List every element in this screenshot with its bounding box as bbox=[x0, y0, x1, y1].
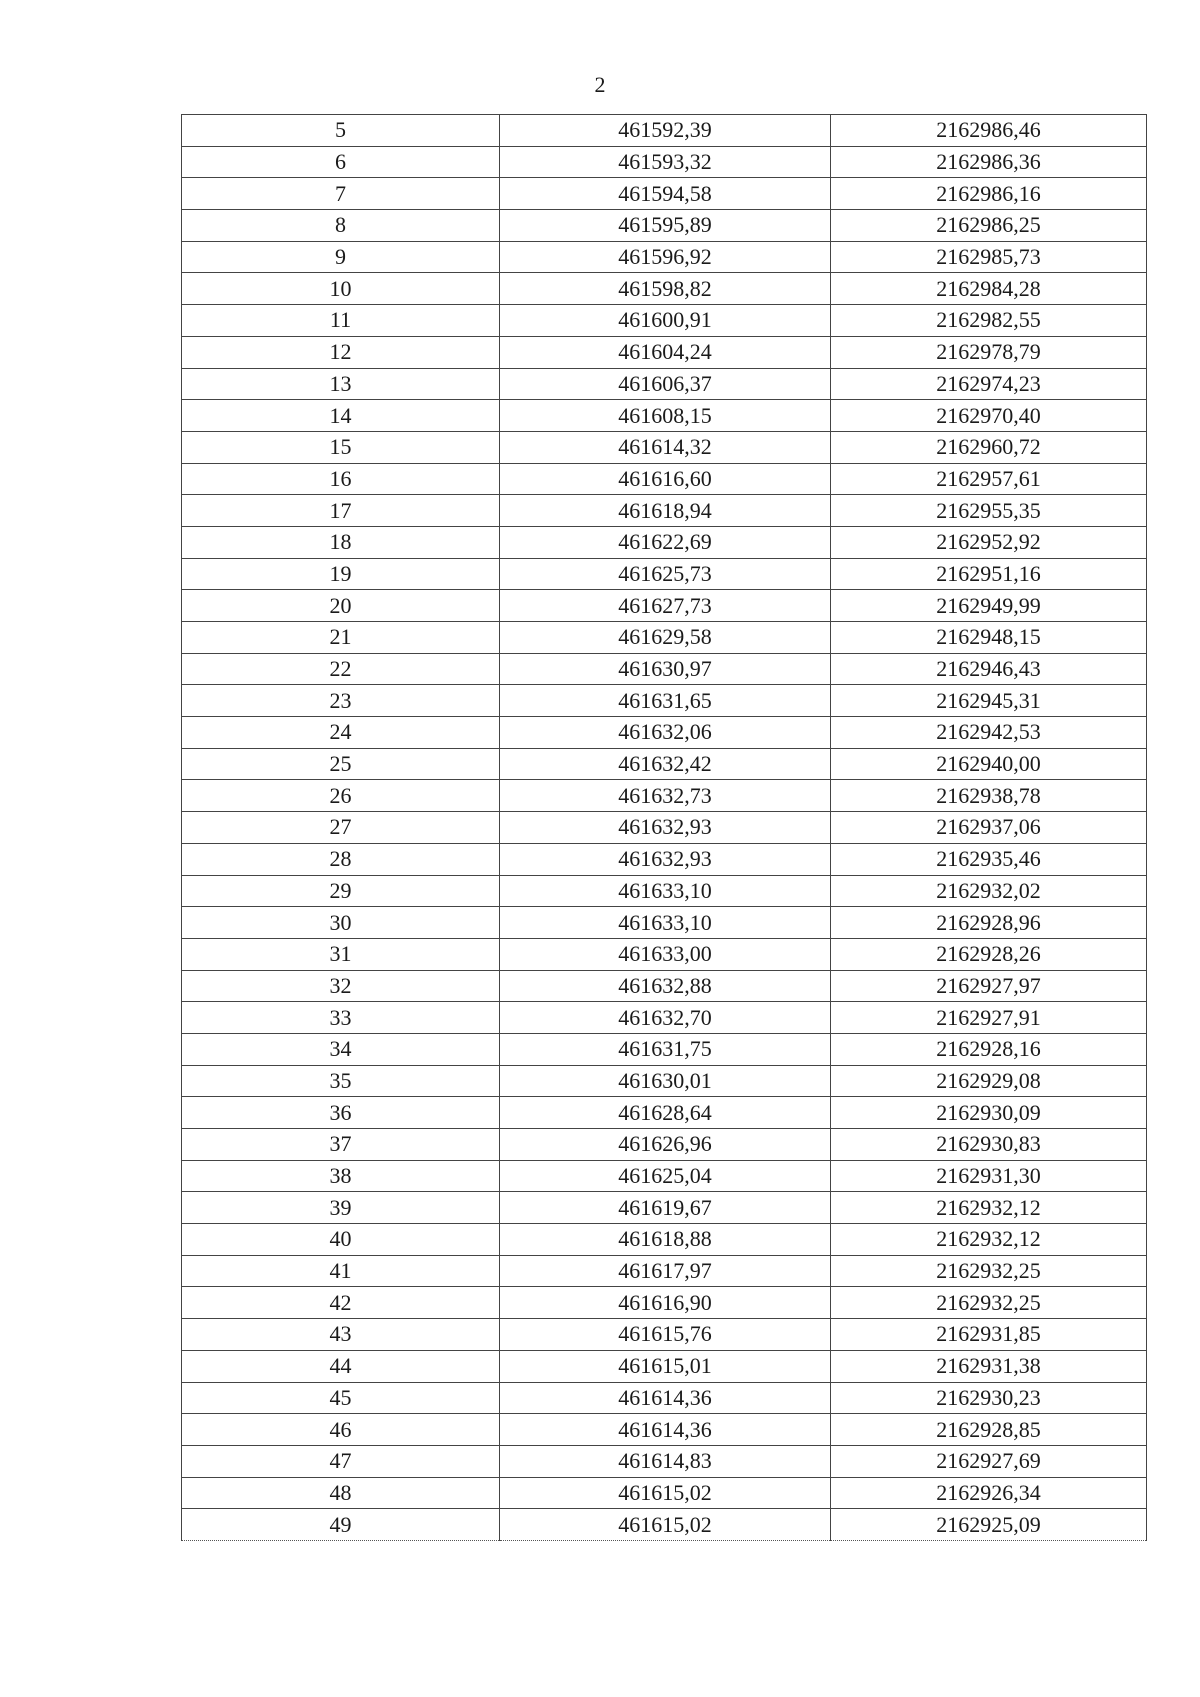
y-coordinate-cell: 2162986,25 bbox=[831, 210, 1147, 242]
x-coordinate-cell: 461594,58 bbox=[500, 178, 831, 210]
point-number-cell: 5 bbox=[182, 115, 500, 147]
point-number-cell: 18 bbox=[182, 526, 500, 558]
x-coordinate-cell: 461596,92 bbox=[500, 241, 831, 273]
y-coordinate-cell: 2162937,06 bbox=[831, 812, 1147, 844]
x-coordinate-cell: 461600,91 bbox=[500, 305, 831, 337]
x-coordinate-cell: 461615,02 bbox=[500, 1509, 831, 1541]
x-coordinate-cell: 461592,39 bbox=[500, 115, 831, 147]
table-row bbox=[182, 1097, 1147, 1129]
x-coordinate-cell: 461632,42 bbox=[500, 748, 831, 780]
table-row bbox=[182, 812, 1147, 844]
x-coordinate-cell: 461632,70 bbox=[500, 1002, 831, 1034]
y-coordinate-cell: 2162949,99 bbox=[831, 590, 1147, 622]
y-coordinate-cell: 2162931,85 bbox=[831, 1319, 1147, 1351]
point-number-cell: 19 bbox=[182, 558, 500, 590]
y-coordinate-cell: 2162960,72 bbox=[831, 431, 1147, 463]
point-number-cell: 44 bbox=[182, 1350, 500, 1382]
y-coordinate-cell: 2162929,08 bbox=[831, 1065, 1147, 1097]
table-row bbox=[182, 526, 1147, 558]
point-number-cell: 45 bbox=[182, 1382, 500, 1414]
y-coordinate-cell: 2162932,12 bbox=[831, 1224, 1147, 1256]
x-coordinate-cell: 461618,88 bbox=[500, 1224, 831, 1256]
x-coordinate-cell: 461595,89 bbox=[500, 210, 831, 242]
table-row bbox=[182, 115, 1147, 147]
y-coordinate-cell: 2162931,38 bbox=[831, 1350, 1147, 1382]
table-row bbox=[182, 1002, 1147, 1034]
table-row bbox=[182, 1287, 1147, 1319]
y-coordinate-cell: 2162951,16 bbox=[831, 558, 1147, 590]
table-row bbox=[182, 938, 1147, 970]
x-coordinate-cell: 461625,04 bbox=[500, 1160, 831, 1192]
x-coordinate-cell: 461629,58 bbox=[500, 622, 831, 654]
y-coordinate-cell: 2162932,02 bbox=[831, 875, 1147, 907]
point-number-cell: 43 bbox=[182, 1319, 500, 1351]
y-coordinate-cell: 2162928,85 bbox=[831, 1414, 1147, 1446]
table-row bbox=[182, 210, 1147, 242]
x-coordinate-cell: 461632,06 bbox=[500, 717, 831, 749]
point-number-cell: 21 bbox=[182, 622, 500, 654]
point-number-cell: 25 bbox=[182, 748, 500, 780]
table-row bbox=[182, 717, 1147, 749]
x-coordinate-cell: 461632,73 bbox=[500, 780, 831, 812]
y-coordinate-cell: 2162938,78 bbox=[831, 780, 1147, 812]
table-row bbox=[182, 146, 1147, 178]
point-number-cell: 31 bbox=[182, 938, 500, 970]
table-row bbox=[182, 1224, 1147, 1256]
point-number-cell: 23 bbox=[182, 685, 500, 717]
x-coordinate-cell: 461617,97 bbox=[500, 1255, 831, 1287]
point-number-cell: 33 bbox=[182, 1002, 500, 1034]
table-row bbox=[182, 1192, 1147, 1224]
table-row bbox=[182, 1319, 1147, 1351]
y-coordinate-cell: 2162928,96 bbox=[831, 907, 1147, 939]
point-number-cell: 42 bbox=[182, 1287, 500, 1319]
table-row bbox=[182, 1160, 1147, 1192]
y-coordinate-cell: 2162945,31 bbox=[831, 685, 1147, 717]
x-coordinate-cell: 461628,64 bbox=[500, 1097, 831, 1129]
table-row bbox=[182, 1509, 1147, 1541]
table-row bbox=[182, 368, 1147, 400]
point-number-cell: 49 bbox=[182, 1509, 500, 1541]
table-row bbox=[182, 843, 1147, 875]
y-coordinate-cell: 2162946,43 bbox=[831, 653, 1147, 685]
page-number: 2 bbox=[594, 72, 606, 97]
point-number-cell: 30 bbox=[182, 907, 500, 939]
x-coordinate-cell: 461614,36 bbox=[500, 1382, 831, 1414]
point-number-cell: 8 bbox=[182, 210, 500, 242]
y-coordinate-cell: 2162986,16 bbox=[831, 178, 1147, 210]
point-number-cell: 22 bbox=[182, 653, 500, 685]
x-coordinate-cell: 461632,93 bbox=[500, 812, 831, 844]
x-coordinate-cell: 461604,24 bbox=[500, 336, 831, 368]
table-row bbox=[182, 1129, 1147, 1161]
table-row bbox=[182, 495, 1147, 527]
x-coordinate-cell: 461633,00 bbox=[500, 938, 831, 970]
table-row bbox=[182, 1414, 1147, 1446]
point-number-cell: 36 bbox=[182, 1097, 500, 1129]
y-coordinate-cell: 2162986,36 bbox=[831, 146, 1147, 178]
point-number-cell: 40 bbox=[182, 1224, 500, 1256]
x-coordinate-cell: 461622,69 bbox=[500, 526, 831, 558]
y-coordinate-cell: 2162952,92 bbox=[831, 526, 1147, 558]
y-coordinate-cell: 2162986,46 bbox=[831, 115, 1147, 147]
coordinates-table-body bbox=[182, 115, 1147, 1541]
point-number-cell: 39 bbox=[182, 1192, 500, 1224]
point-number-cell: 29 bbox=[182, 875, 500, 907]
table-row bbox=[182, 622, 1147, 654]
x-coordinate-cell: 461619,67 bbox=[500, 1192, 831, 1224]
x-coordinate-cell: 461614,83 bbox=[500, 1445, 831, 1477]
y-coordinate-cell: 2162932,25 bbox=[831, 1287, 1147, 1319]
y-coordinate-cell: 2162926,34 bbox=[831, 1477, 1147, 1509]
y-coordinate-cell: 2162978,79 bbox=[831, 336, 1147, 368]
y-coordinate-cell: 2162930,09 bbox=[831, 1097, 1147, 1129]
y-coordinate-cell: 2162942,53 bbox=[831, 717, 1147, 749]
table-row bbox=[182, 748, 1147, 780]
x-coordinate-cell: 461615,01 bbox=[500, 1350, 831, 1382]
table-row bbox=[182, 305, 1147, 337]
table-row bbox=[182, 431, 1147, 463]
point-number-cell: 28 bbox=[182, 843, 500, 875]
point-number-cell: 12 bbox=[182, 336, 500, 368]
point-number-cell: 48 bbox=[182, 1477, 500, 1509]
x-coordinate-cell: 461598,82 bbox=[500, 273, 831, 305]
x-coordinate-cell: 461632,88 bbox=[500, 970, 831, 1002]
table-row bbox=[182, 590, 1147, 622]
point-number-cell: 37 bbox=[182, 1129, 500, 1161]
x-coordinate-cell: 461618,94 bbox=[500, 495, 831, 527]
x-coordinate-cell: 461633,10 bbox=[500, 907, 831, 939]
table-row bbox=[182, 780, 1147, 812]
point-number-cell: 10 bbox=[182, 273, 500, 305]
x-coordinate-cell: 461627,73 bbox=[500, 590, 831, 622]
x-coordinate-cell: 461615,76 bbox=[500, 1319, 831, 1351]
y-coordinate-cell: 2162948,15 bbox=[831, 622, 1147, 654]
y-coordinate-cell: 2162930,23 bbox=[831, 1382, 1147, 1414]
y-coordinate-cell: 2162928,16 bbox=[831, 1033, 1147, 1065]
table-row bbox=[182, 685, 1147, 717]
table-row bbox=[182, 336, 1147, 368]
y-coordinate-cell: 2162930,83 bbox=[831, 1129, 1147, 1161]
y-coordinate-cell: 2162985,73 bbox=[831, 241, 1147, 273]
point-number-cell: 24 bbox=[182, 717, 500, 749]
point-number-cell: 26 bbox=[182, 780, 500, 812]
table-row bbox=[182, 1033, 1147, 1065]
table-row bbox=[182, 463, 1147, 495]
y-coordinate-cell: 2162927,91 bbox=[831, 1002, 1147, 1034]
point-number-cell: 35 bbox=[182, 1065, 500, 1097]
x-coordinate-cell: 461631,75 bbox=[500, 1033, 831, 1065]
table-row bbox=[182, 653, 1147, 685]
x-coordinate-cell: 461606,37 bbox=[500, 368, 831, 400]
point-number-cell: 27 bbox=[182, 812, 500, 844]
x-coordinate-cell: 461625,73 bbox=[500, 558, 831, 590]
x-coordinate-cell: 461616,60 bbox=[500, 463, 831, 495]
table-row bbox=[182, 400, 1147, 432]
x-coordinate-cell: 461593,32 bbox=[500, 146, 831, 178]
x-coordinate-cell: 461608,15 bbox=[500, 400, 831, 432]
x-coordinate-cell: 461614,32 bbox=[500, 431, 831, 463]
x-coordinate-cell: 461630,97 bbox=[500, 653, 831, 685]
point-number-cell: 34 bbox=[182, 1033, 500, 1065]
y-coordinate-cell: 2162932,12 bbox=[831, 1192, 1147, 1224]
coordinates-table bbox=[181, 114, 1147, 1541]
x-coordinate-cell: 461614,36 bbox=[500, 1414, 831, 1446]
table-row bbox=[182, 970, 1147, 1002]
y-coordinate-cell: 2162940,00 bbox=[831, 748, 1147, 780]
point-number-cell: 41 bbox=[182, 1255, 500, 1287]
table-row bbox=[182, 178, 1147, 210]
y-coordinate-cell: 2162932,25 bbox=[831, 1255, 1147, 1287]
x-coordinate-cell: 461631,65 bbox=[500, 685, 831, 717]
point-number-cell: 7 bbox=[182, 178, 500, 210]
point-number-cell: 11 bbox=[182, 305, 500, 337]
y-coordinate-cell: 2162927,97 bbox=[831, 970, 1147, 1002]
point-number-cell: 46 bbox=[182, 1414, 500, 1446]
table-row bbox=[182, 875, 1147, 907]
point-number-cell: 17 bbox=[182, 495, 500, 527]
x-coordinate-cell: 461626,96 bbox=[500, 1129, 831, 1161]
table-row bbox=[182, 558, 1147, 590]
y-coordinate-cell: 2162982,55 bbox=[831, 305, 1147, 337]
table-row bbox=[182, 1350, 1147, 1382]
x-coordinate-cell: 461632,93 bbox=[500, 843, 831, 875]
point-number-cell: 47 bbox=[182, 1445, 500, 1477]
y-coordinate-cell: 2162970,40 bbox=[831, 400, 1147, 432]
table-row bbox=[182, 1382, 1147, 1414]
y-coordinate-cell: 2162984,28 bbox=[831, 273, 1147, 305]
point-number-cell: 6 bbox=[182, 146, 500, 178]
table-row bbox=[182, 1445, 1147, 1477]
table-row bbox=[182, 1477, 1147, 1509]
x-coordinate-cell: 461633,10 bbox=[500, 875, 831, 907]
point-number-cell: 14 bbox=[182, 400, 500, 432]
y-coordinate-cell: 2162957,61 bbox=[831, 463, 1147, 495]
point-number-cell: 16 bbox=[182, 463, 500, 495]
table-row bbox=[182, 907, 1147, 939]
x-coordinate-cell: 461615,02 bbox=[500, 1477, 831, 1509]
table-row bbox=[182, 1255, 1147, 1287]
point-number-cell: 13 bbox=[182, 368, 500, 400]
point-number-cell: 32 bbox=[182, 970, 500, 1002]
x-coordinate-cell: 461630,01 bbox=[500, 1065, 831, 1097]
x-coordinate-cell: 461616,90 bbox=[500, 1287, 831, 1319]
table-row bbox=[182, 1065, 1147, 1097]
point-number-cell: 38 bbox=[182, 1160, 500, 1192]
point-number-cell: 20 bbox=[182, 590, 500, 622]
table-row bbox=[182, 241, 1147, 273]
y-coordinate-cell: 2162935,46 bbox=[831, 843, 1147, 875]
table-row bbox=[182, 273, 1147, 305]
y-coordinate-cell: 2162974,23 bbox=[831, 368, 1147, 400]
y-coordinate-cell: 2162931,30 bbox=[831, 1160, 1147, 1192]
point-number-cell: 9 bbox=[182, 241, 500, 273]
y-coordinate-cell: 2162925,09 bbox=[831, 1509, 1147, 1541]
y-coordinate-cell: 2162955,35 bbox=[831, 495, 1147, 527]
y-coordinate-cell: 2162928,26 bbox=[831, 938, 1147, 970]
point-number-cell: 15 bbox=[182, 431, 500, 463]
y-coordinate-cell: 2162927,69 bbox=[831, 1445, 1147, 1477]
